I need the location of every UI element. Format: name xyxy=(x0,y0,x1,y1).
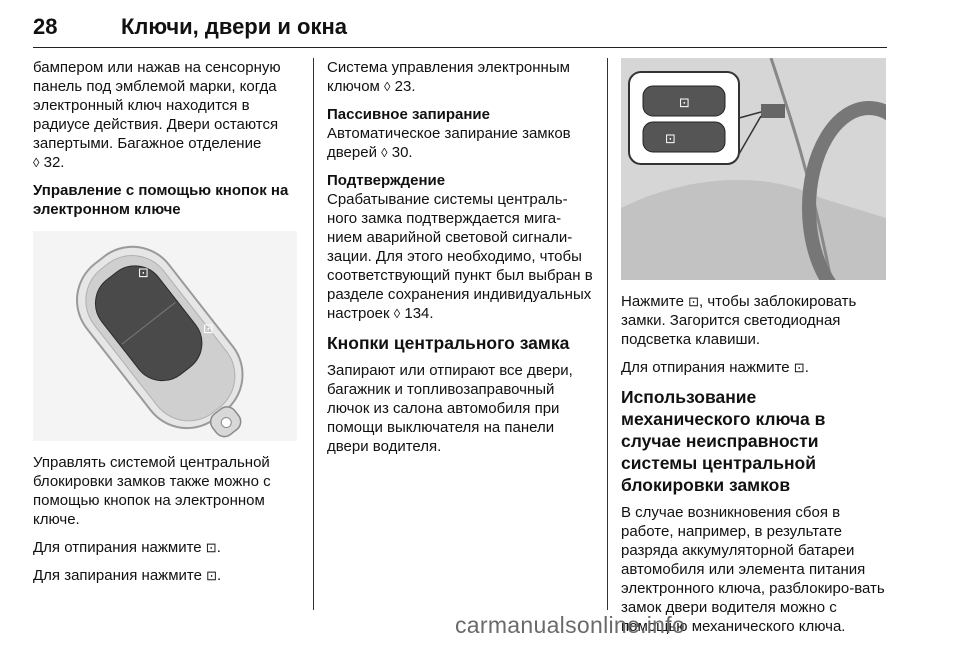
section-heading-mechanical-key: Использование механического ключа в случае неисправности системы центральной блокировки замков xyxy=(621,387,826,495)
col2-para1 xyxy=(327,58,595,96)
col1-lock-line xyxy=(33,566,301,585)
watermark: carmanualsonline.info xyxy=(455,612,686,638)
page-reference[interactable]: 30. xyxy=(387,144,413,161)
header-rule xyxy=(33,47,887,48)
section-heading-confirmation: Подтверждение xyxy=(327,172,446,189)
unlock-instruction: Для отпирания нажмите xyxy=(621,359,790,376)
section-heading-lock-buttons: Кнопки центрального замка xyxy=(327,333,570,353)
confirmation-text xyxy=(327,190,595,323)
page-header xyxy=(33,0,887,50)
col1-para1 xyxy=(33,58,301,172)
col1-unlock-line xyxy=(33,538,301,557)
door-panel-illustration xyxy=(621,58,886,280)
column-2 xyxy=(327,58,595,465)
unlock-icon: ⊡ xyxy=(793,360,805,375)
reference-arrow-icon: ◊ xyxy=(381,145,388,160)
page-reference[interactable]: 32. xyxy=(39,154,65,171)
lock-instruction: Для запирания нажмите xyxy=(33,567,202,584)
column-divider-1 xyxy=(313,58,314,610)
unlock-icon: ⊡ xyxy=(205,540,217,555)
col1-para1-text: бампером или нажав на сенсорную панель под эмблемой марки, когда электронный ключ находится в радиусе действия. Двери остаются запертыми. Багажное отделение xyxy=(33,59,281,152)
section-heading-remote-buttons: Управление с помощью кнопок на электронном ключе xyxy=(33,182,289,218)
unlock-period: . xyxy=(804,359,809,376)
lock-period: . xyxy=(217,567,222,584)
svg-text:⊡: ⊡ xyxy=(138,266,149,281)
passive-locking-text xyxy=(327,124,595,162)
column-3 xyxy=(621,58,889,645)
section-heading-passive-locking: Пассивное запирание xyxy=(327,106,490,123)
page-title: Ключи, двери и окна xyxy=(121,14,347,39)
confirm-text: Срабатывание системы централь-ного замка подтверждается мига-нием аварийной световой сигнали-зации. Для этого необходимо, чтобы соответствующий пункт был выбран в разделе сохранения индивидуальных настроек xyxy=(327,191,593,322)
svg-text:⊡: ⊡ xyxy=(203,322,214,337)
col2-para1-text: Система управления электронным ключом xyxy=(327,59,570,95)
col1-para2: Управлять системой центральной блокировки замков также можно с помощью кнопок на электронном ключе. xyxy=(33,454,271,528)
passive-text: Автоматическое запирание замков дверей xyxy=(327,125,571,161)
lock-buttons-text: Запирают или отпирают все двери, багажник и топливозаправочный лючок из салона автомобиля при помощи выключателя на панели двери водителя. xyxy=(327,362,573,455)
col3-unlock-line xyxy=(621,358,889,377)
svg-text:⊡: ⊡ xyxy=(679,96,690,111)
reference-arrow-icon: ◊ xyxy=(33,155,40,170)
lock-icon: ⊡ xyxy=(206,568,218,583)
page-reference[interactable]: 23. xyxy=(390,78,416,95)
press-lock-line xyxy=(621,292,889,349)
page-reference[interactable]: 134. xyxy=(400,305,434,322)
column-divider-2 xyxy=(607,58,608,610)
mechanical-key-text: В случае возникновения сбоя в работе, например, в результате разряда аккумуляторной батареи автомобиля или элемента питания электронного ключа, разблокиро-вать замок двери водителя можно с помощью механического ключа. xyxy=(621,504,885,635)
press-rest-text: , чтобы заблокировать замки. Загорится светодиодная подсветка клавиши. xyxy=(621,293,857,348)
key-fob-illustration xyxy=(33,231,297,441)
svg-text:⊡: ⊡ xyxy=(665,132,676,147)
unlock-period: . xyxy=(216,539,221,556)
reference-arrow-icon: ◊ xyxy=(384,79,391,94)
lock-icon: ⊡ xyxy=(688,294,700,309)
unlock-instruction: Для отпирания нажмите xyxy=(33,539,202,556)
column-1 xyxy=(33,58,301,594)
press-text: Нажмите xyxy=(621,293,684,310)
page-number: 28 xyxy=(33,14,58,39)
reference-arrow-icon: ◊ xyxy=(393,306,401,321)
